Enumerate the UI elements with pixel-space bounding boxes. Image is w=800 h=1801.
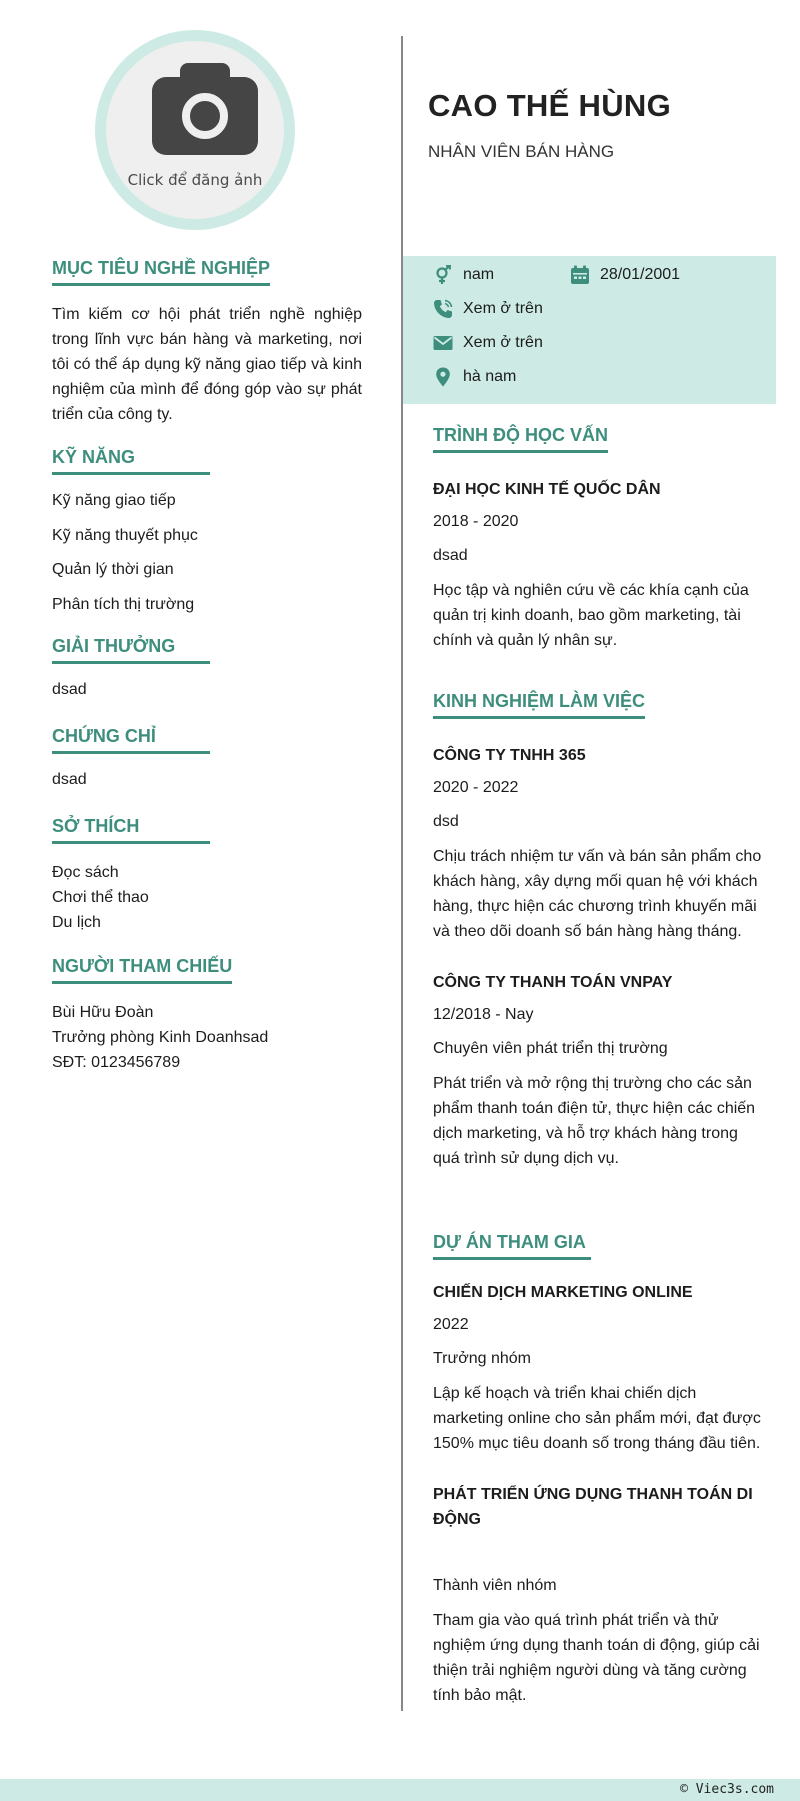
gender-icon xyxy=(433,265,453,285)
objective-text: Tìm kiếm cơ hội phát triển nghề nghiệp trong lĩnh vực bán hàng và marketing, nơi tôi có thể áp dụng kỹ năng giao tiếp và kinh nghiệm của mình để đóng góp vào sự phát triển của công ty. xyxy=(52,306,362,423)
candidate-name: CAO THẾ HÙNG xyxy=(428,88,671,123)
education-title: TRÌNH ĐỘ HỌC VẤN xyxy=(433,425,608,453)
awards-title: GIẢI THƯỞNG xyxy=(52,636,210,664)
project-period xyxy=(433,1542,763,1562)
skill-item: Quản lý thời gian xyxy=(52,561,174,578)
experience-entry xyxy=(433,970,763,1171)
email-row xyxy=(433,333,543,353)
address-value: hà nam xyxy=(463,368,517,385)
camera-lens-icon xyxy=(182,93,228,139)
skill-item: Kỹ năng thuyết phục xyxy=(52,526,198,544)
awards-section xyxy=(52,636,362,715)
email-icon xyxy=(433,333,453,353)
reference-line: SĐT: 0123456789 xyxy=(52,1054,181,1071)
hobbies-title: SỞ THÍCH xyxy=(52,816,210,844)
skill-item: Phân tích thị trường xyxy=(52,595,195,613)
experience-company: CÔNG TY TNHH 365 xyxy=(433,747,586,764)
avatar-upload[interactable] xyxy=(95,30,295,230)
objective-section xyxy=(52,258,362,427)
experience-entry xyxy=(433,743,763,944)
awards-text: dsad xyxy=(52,681,87,698)
hobby-item: Du lịch xyxy=(52,914,101,931)
experience-role: dsd xyxy=(433,813,459,830)
location-pin-icon xyxy=(433,367,453,387)
hobby-item: Đọc sách xyxy=(52,864,119,881)
experience-period: 12/2018 - Nay xyxy=(433,1006,534,1023)
projects-section xyxy=(433,1232,763,1708)
certificates-title: CHỨNG CHỈ xyxy=(52,726,210,754)
project-description: Lập kế hoạch và triển khai chiến dịch marketing online cho sản phẩm mới, đạt được 150% mục tiêu doanh số trong tháng đầu tiên. xyxy=(433,1385,761,1452)
birthday-value: 28/01/2001 xyxy=(600,266,681,283)
certificates-text: dsad xyxy=(52,771,87,788)
reference-line: Trưởng phòng Kinh Doanhsad xyxy=(52,1029,269,1046)
education-period: 2018 - 2020 xyxy=(433,513,519,530)
project-name: PHÁT TRIỂN ỨNG DỤNG THANH TOÁN DI ĐỘNG xyxy=(433,1486,753,1528)
experience-section xyxy=(433,691,763,1171)
education-section xyxy=(433,425,763,653)
objective-title: MỤC TIÊU NGHỀ NGHIỆP xyxy=(52,258,270,286)
project-entry xyxy=(433,1482,763,1708)
phone-icon xyxy=(433,299,453,319)
email-value: Xem ở trên xyxy=(463,334,543,351)
project-role: Thành viên nhóm xyxy=(433,1577,557,1594)
footer-copyright[interactable]: © Viec3s.com xyxy=(680,1782,774,1797)
address-row xyxy=(433,367,516,387)
certificates-section xyxy=(52,726,362,805)
experience-company: CÔNG TY THANH TOÁN VNPAY xyxy=(433,974,673,991)
calendar-icon xyxy=(570,265,590,285)
references-section xyxy=(52,956,362,1075)
footer-bar xyxy=(0,1779,800,1801)
hobbies-section xyxy=(52,816,362,935)
references-title: NGƯỜI THAM CHIẾU xyxy=(52,956,232,984)
project-name: CHIẾN DỊCH MARKETING ONLINE xyxy=(433,1284,693,1301)
skills-title: KỸ NĂNG xyxy=(52,447,210,475)
phone-value: Xem ở trên xyxy=(463,300,543,317)
education-major: dsad xyxy=(433,547,468,564)
phone-row xyxy=(433,299,543,319)
skill-item: Kỹ năng giao tiếp xyxy=(52,492,176,509)
project-entry xyxy=(433,1280,763,1456)
project-description: Tham gia vào quá trình phát triển và thử nghiệm ứng dụng thanh toán di động, giúp cải thiện trải nghiệm người dùng và tăng cường tính bảo mật. xyxy=(433,1612,760,1704)
candidate-position: NHÂN VIÊN BÁN HÀNG xyxy=(428,142,615,161)
project-period: 2022 xyxy=(433,1316,469,1333)
experience-title: KINH NGHIỆM LÀM VIỆC xyxy=(433,691,645,719)
experience-description: Phát triển và mở rộng thị trường cho các sản phẩm thanh toán điện tử, thực hiện các chiến dịch marketing, và hỗ trợ khách hàng trong quá trình sử dụng dịch vụ. xyxy=(433,1075,756,1167)
projects-title: DỰ ÁN THAM GIA xyxy=(433,1232,591,1260)
hobby-item: Chơi thể thao xyxy=(52,889,149,906)
avatar-caption: Click để đăng ảnh xyxy=(127,171,263,189)
birthday-row xyxy=(570,265,680,285)
experience-role: Chuyên viên phát triển thị trường xyxy=(433,1040,668,1057)
education-description: Học tập và nghiên cứu về các khía cạnh của quản trị kinh doanh, bao gồm marketing, tài chính và quản lý nhân sự. xyxy=(433,582,749,649)
project-role: Trưởng nhóm xyxy=(433,1350,531,1367)
education-school: ĐẠI HỌC KINH TẾ QUỐC DÂN xyxy=(433,481,661,498)
reference-line: Bùi Hữu Đoàn xyxy=(52,1004,154,1021)
experience-period: 2020 - 2022 xyxy=(433,779,519,796)
skills-section xyxy=(52,447,362,629)
gender-row xyxy=(433,265,494,285)
gender-value: nam xyxy=(463,266,495,283)
experience-description: Chịu trách nhiệm tư vấn và bán sản phẩm cho khách hàng, xây dựng mối quan hệ với khách hàng, thực hiện các chương trình khuyến mãi và theo dõi doanh số bán hàng hàng tháng. xyxy=(433,848,762,940)
avatar[interactable] xyxy=(106,41,284,219)
contact-panel xyxy=(403,256,776,404)
